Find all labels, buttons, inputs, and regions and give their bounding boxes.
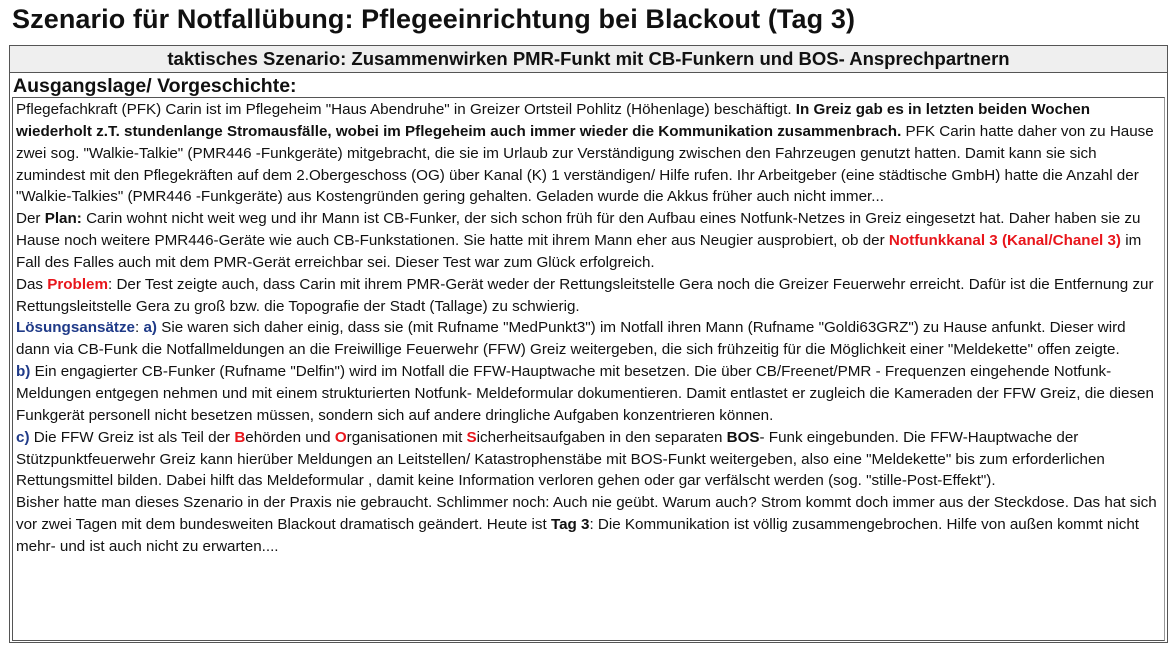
emergency-channel-highlight: Notfunkkanal 3 (Kanal/Chanel 3) xyxy=(888,232,1121,250)
text-segment: ehörden und xyxy=(245,428,335,446)
bos-label: BOS xyxy=(726,428,760,446)
text-segment: Die FFW Greiz ist als Teil der xyxy=(29,428,235,446)
scenario-subtitle: taktisches Szenario: Zusammenwirken PMR-Funkt mit CB-Funkern und BOS- Ansprechpartnern xyxy=(10,46,1167,73)
text-segment: - Funk eingebunden. Die FFW-Hauptwache der Stützpunktfeuerwehr Greiz kann hierüber Meldungen an Leitstellen/ Katastrophenstäbe mit BOS-Funkt weitergeben, also eine "Meldekette" bis zum erforderlichen Rettungsmittel bilden. Dabei hilft das Meldeformular , damit keine Information verloren gehen oder gar verfälscht werden (sog. "stille-Post-Effekt"). xyxy=(16,428,1105,490)
text-segment: Carin wohnt nicht weit weg und ihr Mann ist CB-Funker, der sich schon früh für den Aufbau eines Notfunk-Netzes in Greiz eingesetzt hat. Daher haben sie zu Hause noch weitere PMR446-Geräte wie auch CB-Funkstationen. Sie hatte mit ihrem Mann eher aus Neugier ausprobiert, ob der xyxy=(16,210,1141,250)
paragraph-problem xyxy=(16,274,1161,318)
acronym-letter-s: S xyxy=(466,428,477,446)
text-segment: Sie waren sich daher einig, dass sie (mit Rufname "MedPunkt3") im Notfall ihren Mann (Rufname "Goldi63GRZ") zu Hause anfunkt. Dieser wird dann via CB-Funk die Notfallmeldungen an die Freiwillige Feuerwehr (FFW) Greiz weitergeben, die sich frühzeitig für die Möglichkeit einer "Meldekette" offen zeigte. xyxy=(16,319,1126,359)
text-segment: icherheitsaufgaben in den separaten xyxy=(476,428,727,446)
paragraph-plan xyxy=(16,208,1161,274)
solutions-label: Lösungsansätze xyxy=(16,319,135,337)
page-title: Szenario für Notfallübung: Pflegeeinrichtung bei Blackout (Tag 3) xyxy=(12,4,856,34)
item-label-c: c) xyxy=(16,428,30,446)
text-segment: PFK Carin hatte daher von zu Hause zwei sog. "Walkie-Talkie" (PMR446 -Funkgeräte) mitgebracht, die sie im Urlaub zur Verständigung zwischen den Fahrzeugen genutzt hatten. Damit kann sie sich zumindest mit den Pflegekräften auf dem 2.Obergeschoss (OG) über Kanal (K) 1 verständigen/ Hilfe rufen. Ihr Arbeitgeber (eine städtische GmbH) hatte die Anzahl der "Walkie-Talkies" (PMR446 -Funkgeräte) aus Kostengründen gering gehalten. Geladen wurde die Akkus früher auch nicht immer... xyxy=(16,122,1154,206)
day-label: Tag 3 xyxy=(550,516,590,534)
acronym-letter-o: O xyxy=(334,428,347,446)
paragraph-situation xyxy=(16,99,1161,208)
paragraph-conclusion xyxy=(16,492,1161,558)
text-segment: Das xyxy=(16,275,48,293)
text-segment: Ein engagierter CB-Funker (Rufname "Delfin") wird im Notfall die FFW-Hauptwache mit besetzen. Die über CB/Freenet/PMR - Frequenzen eingehende Notfunk-Meldungen entgegen nehmen und mit einem strukturierten Notfunk- Meldeformular dokumentieren. Damit entlastet er zugleich die Kameraden der FFW Greiz, die diesen Funkgerät personell nicht besetzen müssen, sondern sich auf andere dringliche Aufgaben konzentrieren können. xyxy=(16,363,1154,424)
paragraph-solution-c xyxy=(16,427,1161,493)
acronym-letter-b: B xyxy=(234,428,246,446)
text-segment: rganisationen mit xyxy=(346,428,467,446)
bold-text: In Greiz gab es in letzten beiden Wochen wiederholt z.T. stundenlange Stromausfälle, wobei im Pflegeheim auch immer wieder die Kommunikation zusammenbrach. xyxy=(16,101,1091,140)
plan-label: Plan: xyxy=(44,210,82,228)
item-label-b: b) xyxy=(16,363,31,381)
text-segment: im Fall des Falles auch mit dem PMR-Gerät erreichbar sei. Dieser Test war zum Glück erfolgreich. xyxy=(16,232,1142,271)
text-segment: Bisher hatte man dieses Szenario in der Praxis nie gebraucht. Schlimmer noch: Auch nie geübt. Warum auch? Strom kommt doch immer aus der Steckdose. Das hat sich vor zwei Tagen mit dem bundesweiten Blackout dramatisch geändert. Heute ist xyxy=(16,494,1157,534)
scenario-box xyxy=(9,45,1168,643)
problem-label: Problem xyxy=(47,275,108,293)
text-segment: : xyxy=(135,319,144,337)
paragraph-solution-a xyxy=(16,317,1161,361)
section-heading: Ausgangslage/ Vorgeschichte: xyxy=(13,75,297,97)
scenario-text-cell[interactable] xyxy=(12,97,1165,641)
text-segment: : Die Kommunikation ist völlig zusammengebrochen. Hilfe von außen kommt nicht mehr- und ist auch nicht zu erwarten.... xyxy=(16,516,1140,555)
item-label-a: a) xyxy=(143,319,157,337)
text-segment: Der xyxy=(16,210,45,228)
text-segment: Pflegefachkraft (PFK) Carin ist im Pflegeheim "Haus Abendruhe" in Greizer Ortsteil Pohlitz (Höhenlage) beschäftigt. xyxy=(16,101,796,118)
text-segment: : Der Test zeigte auch, dass Carin mit ihrem PMR-Gerät weder der Rettungsleitstelle Gera noch die Greizer Feuerwehr erreicht. Dafür ist die Entfernung zur Rettungsleitstelle Gera zu groß bzw. die Topografie der Stadt (Tallage) zu schwierig. xyxy=(16,275,1154,315)
paragraph-solution-b xyxy=(16,361,1161,427)
